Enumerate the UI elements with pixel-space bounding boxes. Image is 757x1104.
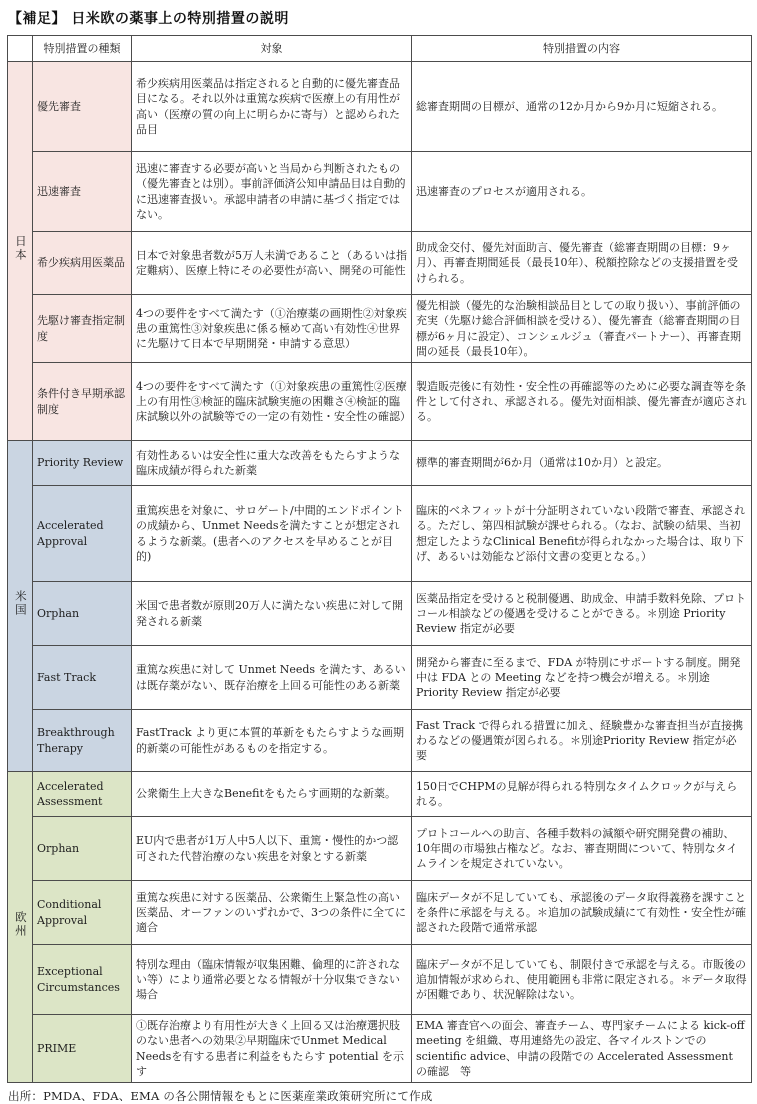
measure-type-cell: Accelerated Approval [33, 486, 132, 582]
content-cell: 標準的審査期間が6か月（通常は10か月）と設定。 [412, 441, 752, 486]
region-label-japan [8, 62, 33, 441]
content-cell: 迅速審査のプロセスが適用される。 [412, 152, 752, 232]
table-row [8, 295, 752, 363]
target-cell: 希少疾病用医薬品は指定されると自動的に優先審査品目になる。それ以外は重篤な疾病で医療上の有用性が高い（医療の質の向上に明らかに寄与）と認められた品目 [132, 62, 412, 152]
measure-type-cell: Orphan [33, 817, 132, 881]
header-region-spacer [8, 36, 33, 62]
measure-type-cell: Fast Track [33, 646, 132, 710]
measure-type-cell: 希少疾病用医薬品 [33, 232, 132, 295]
target-cell: 重篤な疾患に対して Unmet Needs を満たす、あるいは既存薬がない、既存治療を上回る可能性のある新薬 [132, 646, 412, 710]
target-cell: 重篤な疾患に対する医薬品、公衆衛生上緊急性の高い医薬品、オーファンのいずれかで、3つの条件に全てに適合 [132, 881, 412, 945]
header-target: 対象 [132, 36, 412, 62]
table-row [8, 881, 752, 945]
content-cell: 臨床データが不足していても、制限付きで承認を与える。市販後の追加情報が求められ、使用範囲も非常に限定される。＊データ取得が困難であり、状況解除はない。 [412, 945, 752, 1015]
target-cell: 公衆衛生上大きなBenefitをもたらす画期的な新薬。 [132, 772, 412, 817]
content-cell: 総審査期間の目標が、通常の12か月から9か月に短縮される。 [412, 62, 752, 152]
target-cell: 4つの要件をすべて満たす（①治療薬の画期性②対象疾患の重篤性③対象疾患に係る極めて高い有効性④世界に先駆けて日本で早期開発・申請する意思） [132, 295, 412, 363]
table-row [8, 945, 752, 1015]
page-title: 【補足】 日米欧の薬事上の特別措置の説明 [8, 11, 289, 27]
table-row [8, 582, 752, 646]
table-row [8, 152, 752, 232]
content-cell: 150日でCHPMの見解が得られる特別なタイムクロックが与えられる。 [412, 772, 752, 817]
measure-type-cell: 条件付き早期承認制度 [33, 363, 132, 441]
region-label-text: 日本 [13, 235, 28, 263]
table-row [8, 486, 752, 582]
target-cell: ①既存治療より有用性が大きく上回る又は治療選択肢のない患者への効果②早期臨床でUnmet Medical Needsを有する患者に利益をもたらす potential を示す [132, 1015, 412, 1083]
header-content: 特別措置の内容 [412, 36, 752, 62]
measures-table [7, 35, 752, 1083]
target-cell: 米国で患者数が原則20万人に満たない疾患に対して開発される新薬 [132, 582, 412, 646]
measure-type-cell: Orphan [33, 582, 132, 646]
target-cell: 重篤疾患を対象に、サロゲート/中間的エンドポイントの成績から、Unmet Needsを満たすことが想定されるような新薬。(患者へのアクセスを早めることが目的) [132, 486, 412, 582]
table-row [8, 62, 752, 152]
region-label-text: 欧州 [13, 911, 28, 939]
measure-type-cell: 迅速審査 [33, 152, 132, 232]
table-row [8, 772, 752, 817]
region-label-us [8, 441, 33, 772]
target-cell: 日本で対象患者数が5万人未満であること（あるいは指定難病）、医療上特にその必要性が高い、開発の可能性 [132, 232, 412, 295]
content-cell: 優先相談（優先的な治験相談品目としての取り扱い）、事前評価の充実（先駆け総合評価相談を受ける）、優先審査（総審査期間の目標が6ヶ月に設定）、コンシェルジュ（審査パートナー）、再審査期間の延長（最長10年）。 [412, 295, 752, 363]
measure-type-cell: 優先審査 [33, 62, 132, 152]
content-cell: 製造販売後に有効性・安全性の再確認等のために必要な調査等を条件として付され、承認される。優先対面相談、優先審査が適応される。 [412, 363, 752, 441]
target-cell: EU内で患者が1万人中5人以下、重篤・慢性的かつ認可された代替治療のない疾患を対象とする新薬 [132, 817, 412, 881]
content-cell: 臨床的ベネフィットが十分証明されていない段階で審査、承認される。ただし、第四相試験が課せられる。（なお、試験の結果、当初想定したようなClinical Benefitが得られなかった場合は、取り下げ、あるいは効能など添付文書の変更となる。） [412, 486, 752, 582]
content-cell: 開発から審査に至るまで、FDA が特別にサポートする制度。開発中は FDA との Meeting などを持つ機会が増える。＊別途 Priority Review 指定が必要 [412, 646, 752, 710]
table-row [8, 441, 752, 486]
content-cell: 臨床データが不足していても、承認後のデータ取得義務を課すことを条件に承認を与える。＊追加の試験成績にて有効性・安全性が確認された段階で通常承認 [412, 881, 752, 945]
measure-type-cell: 先駆け審査指定制度 [33, 295, 132, 363]
content-cell: EMA 審査官への面会、審査チーム、専門家チームによる kick-off meeting を組織、専用連絡先の設定、各マイルストンでの scientific advice、申請の段階での Accelerated Assessment の確認 等 [412, 1015, 752, 1083]
content-cell: プロトコールへの助言、各種手数料の減額や研究開発費の補助、10年間の市場独占権など。なお、審査期間について、特別なタイムラインを規定されていない。 [412, 817, 752, 881]
measure-type-cell: Breakthrough Therapy [33, 710, 132, 772]
target-cell: 迅速に審査する必要が高いと当局から判断されたもの（優先審査とは別）。事前評価済公知申請品目は自動的に迅速審査扱い。承認申請者の申請に基づく指定ではない。 [132, 152, 412, 232]
table-row [8, 817, 752, 881]
region-label-text: 米国 [13, 590, 28, 618]
measure-type-cell: Conditional Approval [33, 881, 132, 945]
content-cell: 医薬品指定を受けると税制優遇、助成金、申請手数料免除、プロトコール相談などの優遇を受けることができる。＊別途 Priority Review 指定が必要 [412, 582, 752, 646]
measure-type-cell: PRIME [33, 1015, 132, 1083]
source-note: 出所：PMDA、FDA、EMA の各公開情報をもとに医薬産業政策研究所にて作成 [8, 1089, 433, 1103]
target-cell: 有効性あるいは安全性に重大な改善をもたらすような臨床成績が得られた新薬 [132, 441, 412, 486]
measure-type-cell: Exceptional Circumstances [33, 945, 132, 1015]
table-row [8, 646, 752, 710]
target-cell: 4つの要件をすべて満たす（①対象疾患の重篤性②医療上の有用性③検証的臨床試験実施の困難さ④検証的臨床試験以外の試験等での一定の有効性・安全性の確認） [132, 363, 412, 441]
region-label-eu [8, 772, 33, 1083]
table-row [8, 232, 752, 295]
table-row [8, 710, 752, 772]
measure-type-cell: Accelerated Assessment [33, 772, 132, 817]
header-row [8, 36, 752, 62]
table-row [8, 1015, 752, 1083]
table-row [8, 363, 752, 441]
header-measure-type: 特別措置の種類 [33, 36, 132, 62]
target-cell: FastTrack より更に本質的革新をもたらすような画期的新薬の可能性があるものを指定する。 [132, 710, 412, 772]
target-cell: 特別な理由（臨床情報が収集困難、倫理的に許されない等）により通常必要となる情報が十分収集できない場合 [132, 945, 412, 1015]
measure-type-cell: Priority Review [33, 441, 132, 486]
content-cell: 助成金交付、優先対面助言、優先審査（総審査期間の目標：9ヶ月）、再審査期間延長（最長10年）、税額控除などの支援措置を受けられる。 [412, 232, 752, 295]
content-cell: Fast Track で得られる措置に加え、経験豊かな審査担当が直接携わるなどの優遇策が図られる。＊別途Priority Review 指定が必要 [412, 710, 752, 772]
